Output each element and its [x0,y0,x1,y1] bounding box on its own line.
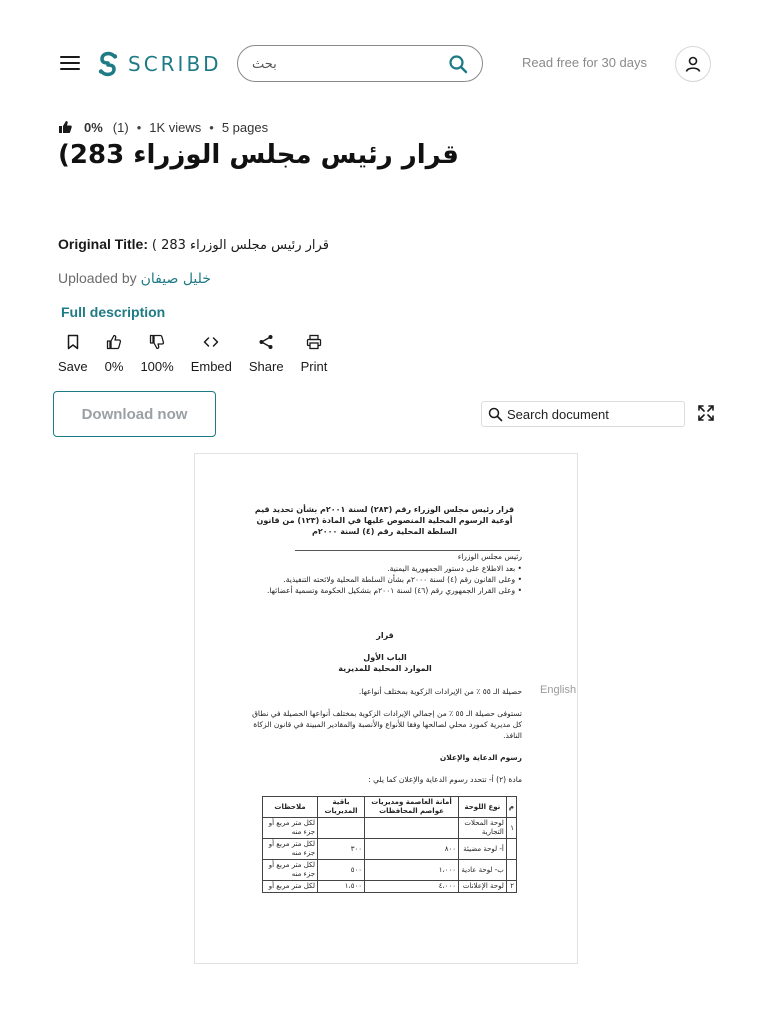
table-cell: أ- لوحة مضيئة [459,839,507,860]
table-header: باقية المديريات [318,797,365,818]
top-header [0,0,768,126]
table-cell: لكل متر مربع أو [263,881,318,893]
table-cell: لكل متر مربع أو جزء منه [263,860,318,881]
view-count: 1K views [149,119,202,135]
page-line: • بعد الاطلاع على دستور الجمهورية اليمنية. [387,564,522,573]
like-percent: 0% [104,359,124,374]
table-header: م [506,797,516,818]
share-button[interactable] [249,334,284,374]
hamburger-menu-button[interactable] [58,52,82,74]
search-icon [488,407,503,422]
like-button[interactable] [105,334,124,374]
site-search-box [237,45,483,82]
page-decision: قرار [376,631,394,640]
print-label: Print [300,359,328,374]
search-icon[interactable] [448,54,468,74]
document-title: (قرار رئيس مجلس الوزراء 283 [58,140,459,170]
rating-percent: 0% [84,119,103,135]
table-cell: لوحة الإعلانات [459,881,507,893]
document-meta [58,117,268,137]
fees-table [262,796,517,893]
save-label: Save [58,359,88,374]
table-cell: ٣٠٠ [318,839,365,860]
table-cell [506,839,516,860]
thumbs-down-icon [149,334,165,350]
document-page [195,454,577,963]
table-cell: ٨٠٠ [365,839,459,860]
print-icon [306,334,322,350]
account-button[interactable] [675,46,711,82]
thumbs-up-icon [106,334,122,350]
table-header: أمانة العاصمة ومديريات عواصم المحافظات [365,797,459,818]
print-button[interactable] [301,334,328,374]
language-toggle[interactable]: English [540,684,577,696]
table-cell: ٤،٠٠٠ [365,881,459,893]
site-search-input[interactable] [252,54,442,74]
table-cell: لكل متر مربع أو جزء منه [263,839,318,860]
page-line: مادة (٢) أ- تتحدد رسوم الدعاية والإعلان كما يلي : [368,775,522,784]
scribd-logo[interactable] [96,49,222,79]
share-icon [258,334,274,350]
separator-dot: • [209,119,214,135]
page-line: حصيلة الـ ٥٥ ٪ من الإيرادات الزكوية بمختلف أنواعها. [358,687,522,696]
share-label: Share [248,359,284,374]
page-chapter-sub: الموارد المحلية للمديرية [338,664,432,673]
page-heading: قرار رئيس مجلس الوزراء رقم (٢٨٣) لسنة ٢٠٠١م بشأن تحديد قيم أوعية الرسوم المحلية المنصوص عليها في المادة (١٢٣) من قانون السلطة المحلية رقم (٤) لسنة ٢٠٠٠م [254,505,515,536]
thumbs-up-filled-icon [58,120,72,134]
original-title-label: Original Title: [58,236,148,252]
embed-button[interactable] [191,334,232,374]
page-line: رسوم الدعاية والإعلان [439,753,522,762]
uploaded-by-label: Uploaded by [58,270,137,286]
document-search-box [481,401,685,427]
page-count: 5 pages [221,119,269,135]
page-line: • وعلى القرار الجمهوري رقم (٤٦) لسنة ٢٠٠١م بتشكيل الحكومة وتسمية أعضائها. [267,586,522,595]
table-cell: لكل متر مربع أو جزء منه [263,818,318,839]
table-cell: ب- لوحة عادية [459,860,507,881]
page-chapter: الباب الأول [363,653,407,662]
embed-label: Embed [190,359,232,374]
table-cell: ١ [506,818,516,839]
page-line: • وعلى القانون رقم (٤) لسنة ٢٠٠٠م بشأن السلطة المحلية ولائحته التنفيذية. [283,575,522,584]
original-title-value: ( قرار رئيس مجلس الوزراء 283 [151,238,329,253]
table-row [263,818,517,839]
original-title [58,236,329,253]
user-icon [684,55,702,73]
document-search-input[interactable] [507,407,677,422]
dislike-button[interactable] [140,334,173,374]
table-cell [506,860,516,881]
dislike-percent: 100% [140,359,174,374]
menu-line [60,56,80,59]
table-row [263,839,517,860]
full-description-link[interactable]: Full description [61,304,166,320]
bookmark-icon [65,334,81,350]
table-cell: ١،٠٠٠ [365,860,459,881]
table-cell: ٥٠٠ [318,860,365,881]
table-cell [365,818,459,839]
table-cell [318,818,365,839]
table-header: نوع اللوحة [459,797,507,818]
table-cell: لوحة المحلات التجارية [459,818,507,839]
uploaded-by [58,270,211,287]
table-header-row [263,797,517,818]
page-line: تستوفى حصيلة الـ ٥٥ ٪ من إجمالي الإيرادات الزكوية بمختلف أنواعها الحصيلة في نطاق كل مديرية كمورد محلي لصالحها وفقا للأنواع والأنصبة والمقادير المبينة في قانون الزكاة النافذ. [252,709,522,740]
read-free-link[interactable]: Read free for 30 days [522,55,648,70]
page-line: رئيس مجلس الوزراء [457,552,522,561]
separator-dot: • [136,119,142,135]
table-row [263,860,517,881]
document-actions [58,334,344,374]
fullscreen-icon[interactable] [697,404,715,422]
menu-line [60,68,80,71]
menu-line [60,62,80,65]
document-viewer[interactable] [194,453,578,964]
embed-code-icon [203,334,219,350]
uploader-link[interactable]: خليل صيفان [140,271,211,287]
table-header: ملاحظات [263,797,318,818]
save-button[interactable] [58,334,88,374]
rating-count: (1) [112,119,129,135]
table-cell: ٢ [506,881,516,893]
scribd-logo-icon [96,50,120,78]
logo-text: SCRIBD [128,52,222,76]
download-now-button[interactable]: Download now [53,391,216,437]
table-row [263,881,517,893]
table-cell: ١،٥٠٠ [318,881,365,893]
